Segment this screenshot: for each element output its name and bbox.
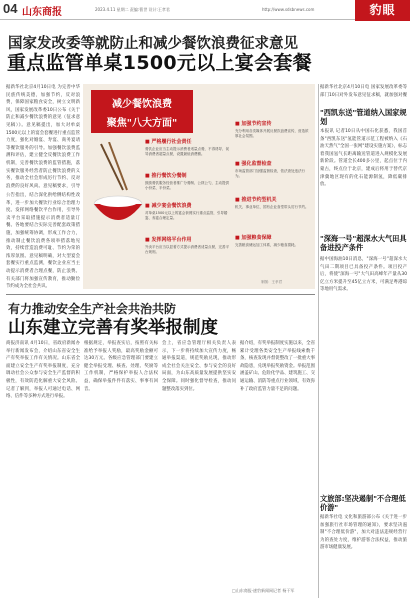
chopsticks-icon xyxy=(95,142,139,192)
section-divider xyxy=(6,294,315,295)
right-intro: 据新华社北京4月10日电 国家发展改革委等部门10日对外发布意见征求稿，就加强对餐 xyxy=(320,85,407,98)
column-divider xyxy=(318,84,319,598)
infographic-byline: 制图：王孝君 xyxy=(261,280,282,284)
sidebar-story3-headline: 文旅部:坚决遏制"不合理低价游" xyxy=(320,494,406,512)
paper-name: 山东商报 xyxy=(22,7,62,18)
second-byline: □山东商报·速豹新闻网记者 杨干军 xyxy=(232,588,295,593)
rice-bowl-icon xyxy=(91,192,145,230)
sidebar-story2-headline: "深海一号"超深水大气田具备进投产条件 xyxy=(320,234,407,252)
infographic xyxy=(83,84,315,289)
info-section-5: ■ 加强节约宣传 充分利用各类媒体开展反餐饮浪费宣传，营造浓厚社会氛围。 xyxy=(235,121,309,139)
info-section-3: ■ 减少宴会餐饮浪费 对单桌1500元以上的宴会套餐实行重点监管，引导婚宴、寿宴合理定量。 xyxy=(145,203,228,221)
second-column-2: 根据规定，举报查实后，按照有关标准给予举报人奖励，最高奖励金额可达30万元。各级应急管理部门要建立健全举报受理、核查、处理、奖励等工作机制，严格保护举报人合法权益，确保举报件件有落实、事事有回音。 xyxy=(84,341,158,392)
issue-info: 2023.4.11 星期二 责编:曹世 设计:王孝君 xyxy=(95,7,170,12)
infographic-title xyxy=(91,90,193,133)
second-column-4: 据介绍，有奖举报制度实施以来，全省累计受理各类安全生产举报线索数千条，核查发现并督促整改了一批重大事故隐患，兑现举报奖励资金。举报范围涵盖矿山、危险化学品、建筑施工、交通运输、消防等重点行业领域，有效弥补了政府监管力量不足的问题。 xyxy=(240,341,315,392)
second-column-3: 会上，省应急管理厅相关负责人表示，下一步将持续加大宣传力度，畅通举报渠道，规范奖励兑现，推动形成全社会关注安全、参与安全的良好局面，为山东高质量发展提供坚实安全保障。同时强化督导检查，推动问题整改落实到位。 xyxy=(162,341,236,392)
info-section-4: ■ 发挥网络平台作用 外卖平台应当以显著方式提示消费者适量点餐，完善平台规则。 xyxy=(145,237,229,255)
second-headline: 山东建立完善有奖举报制度 xyxy=(8,318,218,338)
info-section-6: ■ 强化监督检查 市场监管部门加强监督检查，依法查处违法行为。 xyxy=(235,161,305,179)
lead-column-1: 据新华社北京4月10日电 为完善中华民族传统美德，加强节约，反对浪费，保障国家粮食安全，树立文明新风，国家发展改革委10日公布《关于防止和减少餐饮浪费的意见（征求意见稿）》。意见稿提出，加大对单桌1500元以上的宴会套餐进行重点监管力度，强化对婚宴、寿宴、商务宴请等餐饮服务的引导。加强餐饮浪费监测和评估，建立健全反餐饮浪费工作机制，完善餐饮浪费的监管措施，落实餐饮服务经营者防止餐饮浪费的义务，推动全社会形成厉行节约、反对浪费的良好风尚。意见稿要求，引导 xyxy=(6,85,80,189)
info-section-2: ■ 推行餐饮分餐制 鼓励餐饮服务经营者推广分餐制、公筷公勺，主动提供小份菜、半份菜。 xyxy=(145,173,229,191)
masthead xyxy=(0,0,410,20)
second-column-1: 商报济南讯 4月10日，省政府新闻办举行新闻发布会，介绍山东省安全生产有奖举报工作有关情况。山东省全面建立安全生产有奖举报制度，充分调动社会公众参与安全生产监督的积极性，有效防范化解重大安全风险。记者了解到，举报人可通过电话、网络、信件等多种方式进行举报。 xyxy=(6,341,80,400)
page-number: 04 xyxy=(3,1,18,16)
lead-headline: 重点监管单桌1500元以上宴会套餐 xyxy=(7,52,312,74)
info-section-7: ■ 推进节约型机关 机关、事业单位、国有企业食堂带头厉行节约。 xyxy=(235,197,309,209)
info-section-8: ■ 加强粮食保障 完善粮食储运加工体系，减少粮食损耗。 xyxy=(235,235,298,247)
sidebar-story1-headline: "西凯东送"管道纳入国家规划 xyxy=(320,108,407,126)
infographic-title-line1: 减少餐饮浪费 xyxy=(112,99,172,110)
info-section-1: ■ 严格履行社会责任 餐饮企业应当主动提示消费者适量点餐，不得诱导、误导消费者超量点餐，设置最低消费额。 xyxy=(145,139,229,157)
sidebar-story1-text: 本报讯 记者10日从中国石化获悉，我国首条"西凯东送"氢能管道示范工程被纳入《石油天然气"全国一张网"建设实施方案》，标志着我国氢气长距离输送管道进入规模化发展新阶段。管道全长400多公里，起点位于内蒙古，终点位于北京，建成后将用于替代京津冀地区现有的化石能源制氢，降低碳排放。 xyxy=(320,129,407,188)
site-url[interactable]: http://www.sdsbnews.com xyxy=(262,7,315,12)
brand-logo: 豹眼 xyxy=(355,0,410,21)
lead-column-2: 公告指出，结合深化供给侧结构性改革，进一步加大餐饮行业综合治理力度。发挥网络餐饮平台作用，引导外卖平台采取措施提示消费者适量订餐。各地要结合实际完善配套政策措施，加强统筹协调，形成工作合力，推动制止餐饮浪费各项举措落地见效，持续营造浪费可耻、节约为荣的浓厚氛围。意见稿明确，对大型宴会套餐实行重点监测，餐饮企业应当主动提示消费者合理点餐，防止浪费。有关部门将加强宣传教育，推动勤俭节约成为全社会共识。 xyxy=(6,193,80,289)
second-kicker: 有力推动安全生产社会共治共防 xyxy=(8,302,177,316)
lead-kicker: 国家发改委等就防止和减少餐饮浪费征求意见 xyxy=(8,36,298,52)
sidebar-story3-text: 据新华社电 文化和旅游部公布《关于进一步加强旅行社市场管理的通知》，要求坚决遏制"不合理低价游"，加大对违法违规经营行为的查处力度，维护游客合法权益，推动旅游市场健康发展。 xyxy=(320,515,407,551)
sidebar-story2-text: 据中国海油10日消息，"深海一号"超深水大气田二期项目已具备投产条件。项目投产后，将使"深海一号"大气田高峰年产量从30亿立方米提升至45亿立方米，可满足粤港琼等地用气需求。 xyxy=(320,257,407,293)
infographic-title-line2: 聚焦"八大方面" xyxy=(106,118,178,129)
